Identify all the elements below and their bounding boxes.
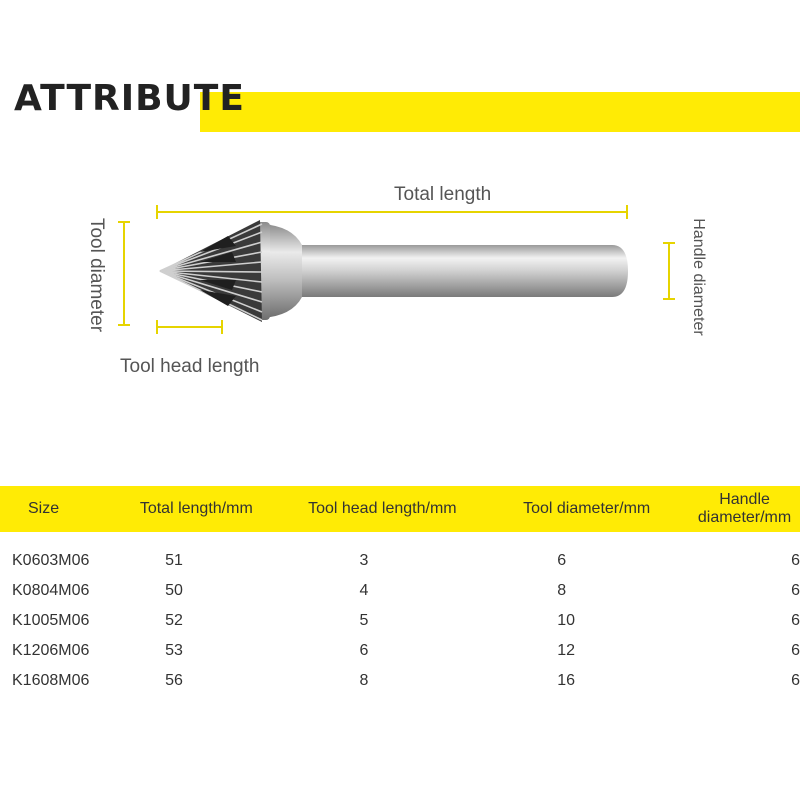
table-row	[0, 636, 800, 666]
cell-tool-head-length: 3	[359, 552, 369, 569]
cell-tool-diameter: 6	[557, 552, 567, 569]
page-title: ATTRIBUTE	[14, 78, 245, 119]
column-header-tool-head-length: Tool head length/mm	[280, 486, 484, 532]
handle-diameter-dimension	[663, 243, 675, 299]
burr-tool-image	[160, 220, 628, 322]
table-row	[0, 576, 800, 606]
table-row	[0, 666, 800, 696]
cell-handle-diameter: 6	[791, 672, 800, 689]
cell-tool-diameter: 12	[557, 642, 576, 659]
spec-table	[0, 486, 800, 696]
cell-total-length: 53	[165, 642, 183, 659]
cell-handle-diameter: 6	[791, 642, 800, 659]
cell-handle-diameter: 6	[791, 582, 800, 599]
cell-tool-head-length: 5	[359, 612, 369, 629]
cell-total-length: 51	[165, 552, 183, 569]
column-header-tool-diameter: Tool diameter/mm	[484, 486, 689, 532]
cell-size: K1005M06	[12, 612, 90, 629]
table-header-row	[0, 486, 800, 532]
column-header-handle-diameter: Handle diameter/mm	[689, 486, 800, 532]
cell-size: K1206M06	[12, 642, 90, 659]
header-accent-bar	[200, 92, 800, 132]
cell-tool-head-length: 8	[359, 672, 369, 689]
cell-total-length: 56	[165, 672, 183, 689]
cell-tool-head-length: 4	[359, 582, 369, 599]
cell-tool-diameter: 10	[557, 612, 576, 629]
cell-total-length: 50	[165, 582, 183, 599]
tool-diameter-label: Tool diameter	[86, 217, 107, 333]
cell-size: K0804M06	[12, 582, 90, 599]
cell-size: K0603M06	[12, 552, 90, 569]
cell-tool-head-length: 6	[359, 642, 369, 659]
cell-tool-diameter: 16	[557, 672, 576, 689]
handle-diameter-label: Handle diameter	[690, 218, 707, 336]
cell-handle-diameter: 6	[791, 612, 800, 629]
total-length-dimension	[157, 205, 627, 219]
tool-diameter-dimension	[118, 222, 130, 325]
total-length-label: Total length	[394, 184, 492, 205]
table-row	[0, 532, 800, 576]
cell-total-length: 52	[165, 612, 183, 629]
column-header-size: Size	[0, 486, 112, 532]
table-row	[0, 606, 800, 636]
cell-size: K1608M06	[12, 672, 90, 689]
cell-handle-diameter: 6	[791, 552, 800, 569]
tool-head-length-dimension	[157, 320, 222, 334]
cell-tool-diameter: 8	[557, 582, 567, 599]
column-header-total-length: Total length/mm	[112, 486, 280, 532]
tool-head-length-label: Tool head length	[120, 356, 260, 377]
